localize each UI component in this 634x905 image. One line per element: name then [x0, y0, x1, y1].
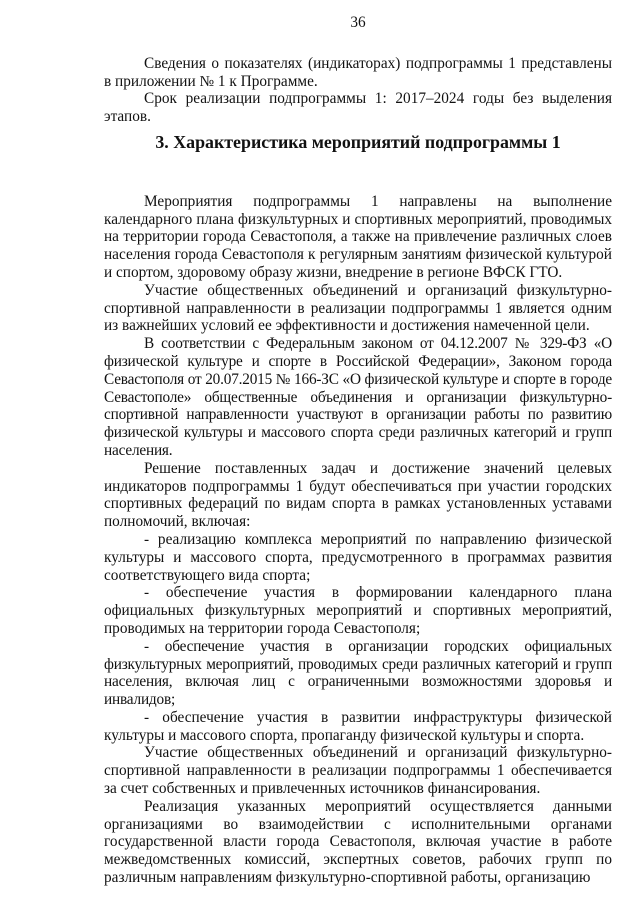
list-item-calendar-plan: - обеспечение участия в формировании календарного плана официальных физкультурных мероприятий и спортивных мероприятий, проводимых на территории города Севастополя;: [104, 584, 612, 637]
paragraph-legal-basis: В соответствии с Федеральным законом от 04.12.2007 № 329-ФЗ «О физической культуре и спорте в Российской Федерации», Законом города Севастополя от 20.07.2015 № 166-ЗС «О физической культуре и спорте в городе Севастополе» общественные объединения и организации физкультурно-спортивной направленности участвуют в организации работы по развитию физической культуры и массового спорта среди различных категорий и групп населения.: [104, 335, 612, 459]
list-item-complex-measures: - реализацию комплекса мероприятий по направлению физической культуры и массового спорта, предусмотренного в программах развития соответствующего вида спорта;: [104, 530, 612, 584]
paragraph-measures-purpose: Мероприятия подпрограммы 1 направлены на выполнение календарного плана физкультурных и спортивных мероприятий, проводимых на территории города Севастополя, а также на привлечение различных слоев населения города Севастополя к регулярным занятиям физической культурой и спортом, здоровому образу жизни, внедрение в регионе ВФСК ГТО.: [104, 192, 612, 281]
document-page: [104, 14, 612, 887]
paragraph-federations-participation: Решение поставленных задач и достижение значений целевых индикаторов подпрограммы 1 будут обеспечиваться при участии городских спортивных федераций по видам спорта в рамках установленных уставами полномочий, включая:: [104, 459, 612, 531]
page-number: 36: [350, 14, 366, 31]
paragraph-funding-sources: Участие общественных объединений и организаций физкультурно-спортивной направленности в реализации подпрограммы 1 обеспечивается за счет собственных и привлеченных источников финансирования.: [104, 744, 612, 798]
spacer: [104, 175, 612, 193]
section-heading: 3. Характеристика мероприятий подпрограммы 1: [155, 131, 561, 152]
paragraph-implementation-period: Срок реализации подпрограммы 1: 2017–2024 годы без выделения этапов.: [104, 90, 612, 126]
paragraph-indicators-reference: Сведения о показателях (индикаторах) подпрограммы 1 представлены в приложении № 1 к Программе.: [104, 54, 612, 90]
paragraph-cooperation: Реализация указанных мероприятий осуществляется данными организациями во взаимодействии с исполнительными органами государственной власти города Севастополя, включая участие в работе межведомственных комиссий, экспертных советов, рабочих групп по различным направлениям физкультурно-спортивной работы, организацию: [104, 797, 612, 887]
paragraph-public-associations: Участие общественных объединений и организаций физкультурно-спортивной направленности в реализации подпрограммы 1 является одним из важнейших условий ее эффективности и достижения намеченной цели.: [104, 281, 612, 335]
list-item-infrastructure: - обеспечение участия в развитии инфраструктуры физической культуры и массового спорта, пропаганду физической культуры и спорта.: [104, 708, 612, 744]
list-item-city-events: - обеспечение участия в организации городских официальных физкультурных мероприятий, проводимых среди различных категорий и групп населения, включая лиц с ограниченными возможностями здоровья и инвалидов;: [104, 637, 612, 709]
